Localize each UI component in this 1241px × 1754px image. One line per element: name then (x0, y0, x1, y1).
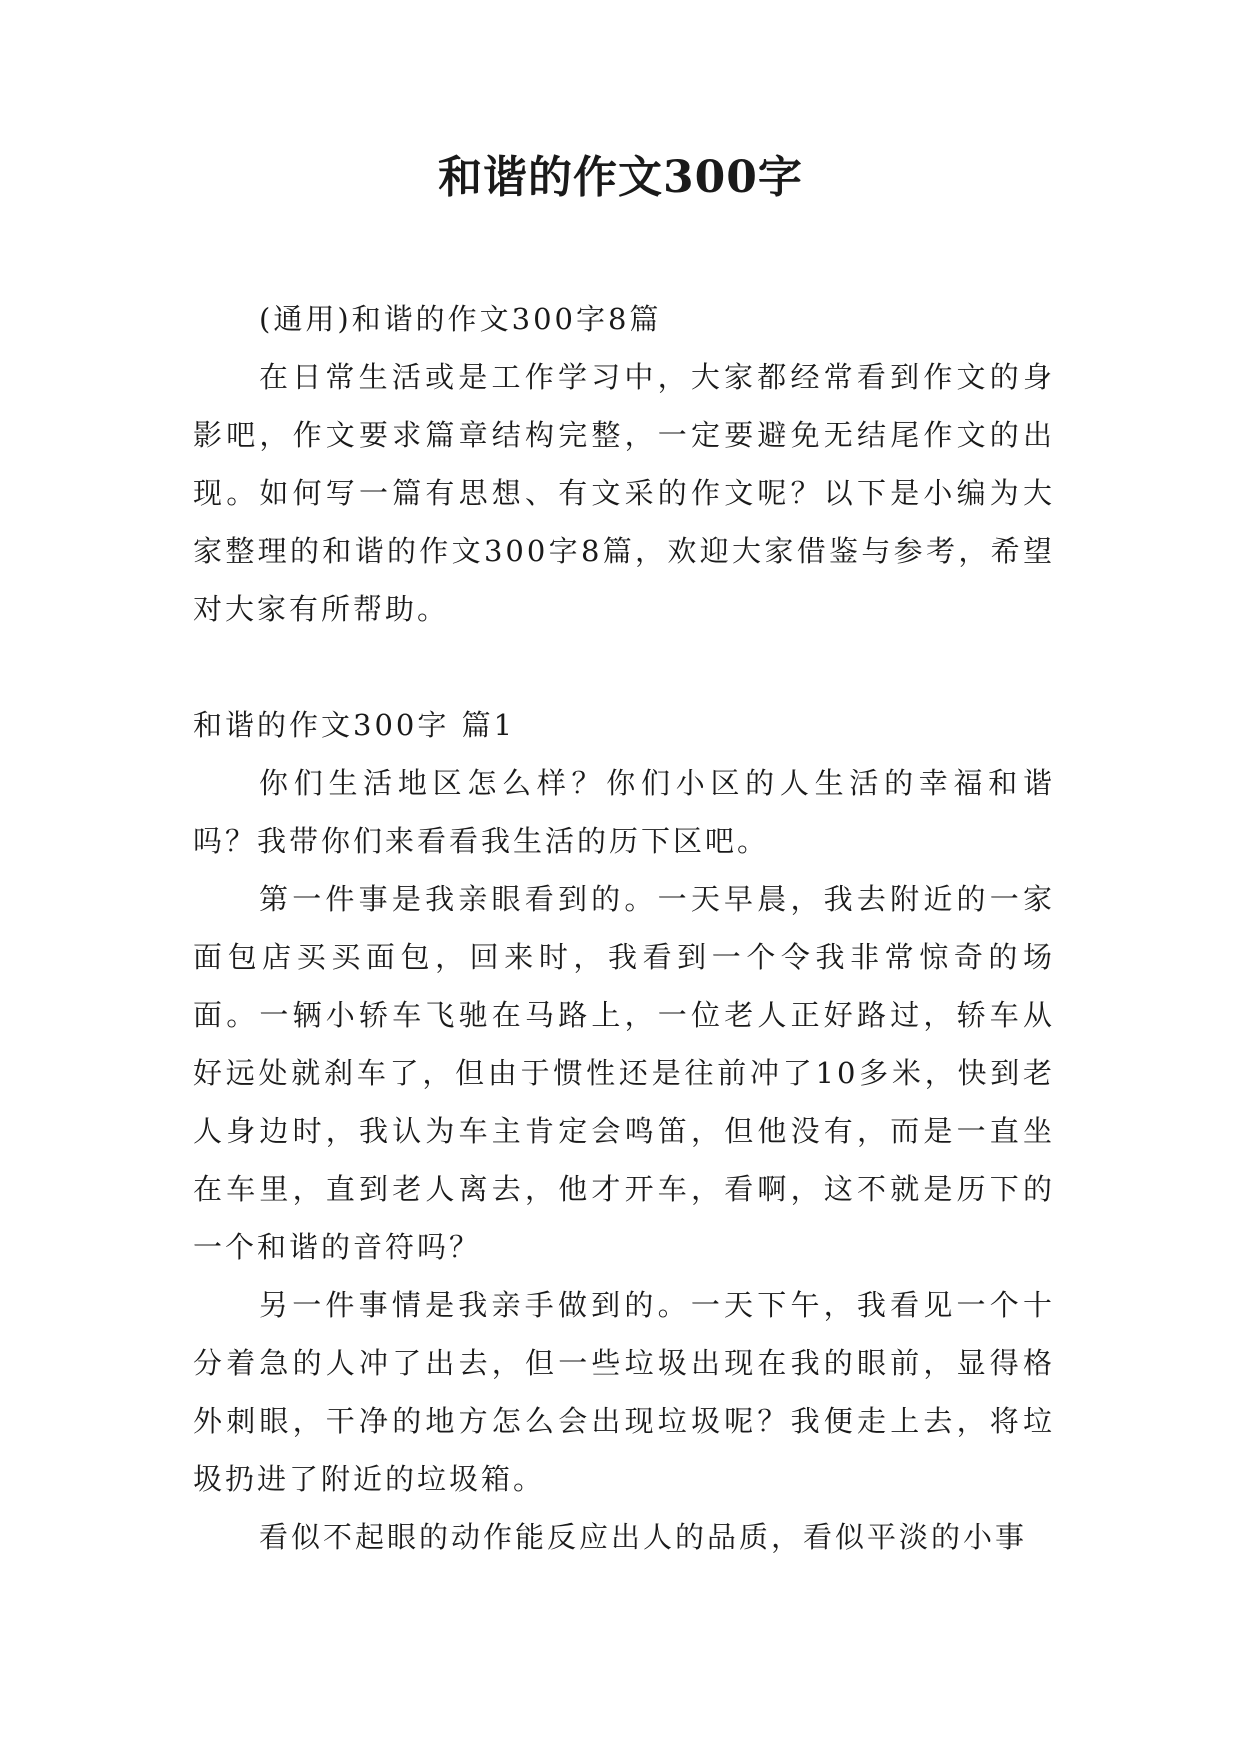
section-paragraph-3: 另一件事情是我亲手做到的。一天下午，我看见一个十分着急的人冲了出去，但一些垃圾出现在我的眼前，显得格外刺眼，干净的地方怎么会出现垃圾呢？我便走上去，将垃圾扔进了附近的垃圾箱。 (193, 1288, 1055, 1496)
document-title: 和谐的作文300字 (438, 152, 803, 203)
document-subtitle: (通用)和谐的作文300字8篇 (259, 302, 662, 336)
section-heading: 和谐的作文300字 篇1 (193, 708, 516, 742)
document-body (193, 290, 1055, 1566)
section-paragraph-4: 看似不起眼的动作能反应出人的品质，看似平淡的小事 (259, 1520, 1028, 1554)
intro-paragraph: 在日常生活或是工作学习中，大家都经常看到作文的身影吧，作文要求篇章结构完整，一定要避免无结尾作文的出现。如何写一篇有思想、有文采的作文呢？以下是小编为大家整理的和谐的作文300字8篇，欢迎大家借鉴与参考，希望对大家有所帮助。 (193, 360, 1055, 626)
section-paragraph-1: 你们生活地区怎么样？你们小区的人生活的幸福和谐吗？我带你们来看看我生活的历下区吧。 (193, 766, 1055, 858)
section-paragraph-2: 第一件事是我亲眼看到的。一天早晨，我去附近的一家面包店买买面包，回来时，我看到一个令我非常惊奇的场面。一辆小轿车飞驰在马路上，一位老人正好路过，轿车从好远处就刹车了，但由于惯性还是往前冲了10多米，快到老人身边时，我认为车主肯定会鸣笛，但他没有，而是一直坐在车里，直到老人离去，他才开车，看啊，这不就是历下的一个和谐的音符吗？ (193, 882, 1055, 1264)
